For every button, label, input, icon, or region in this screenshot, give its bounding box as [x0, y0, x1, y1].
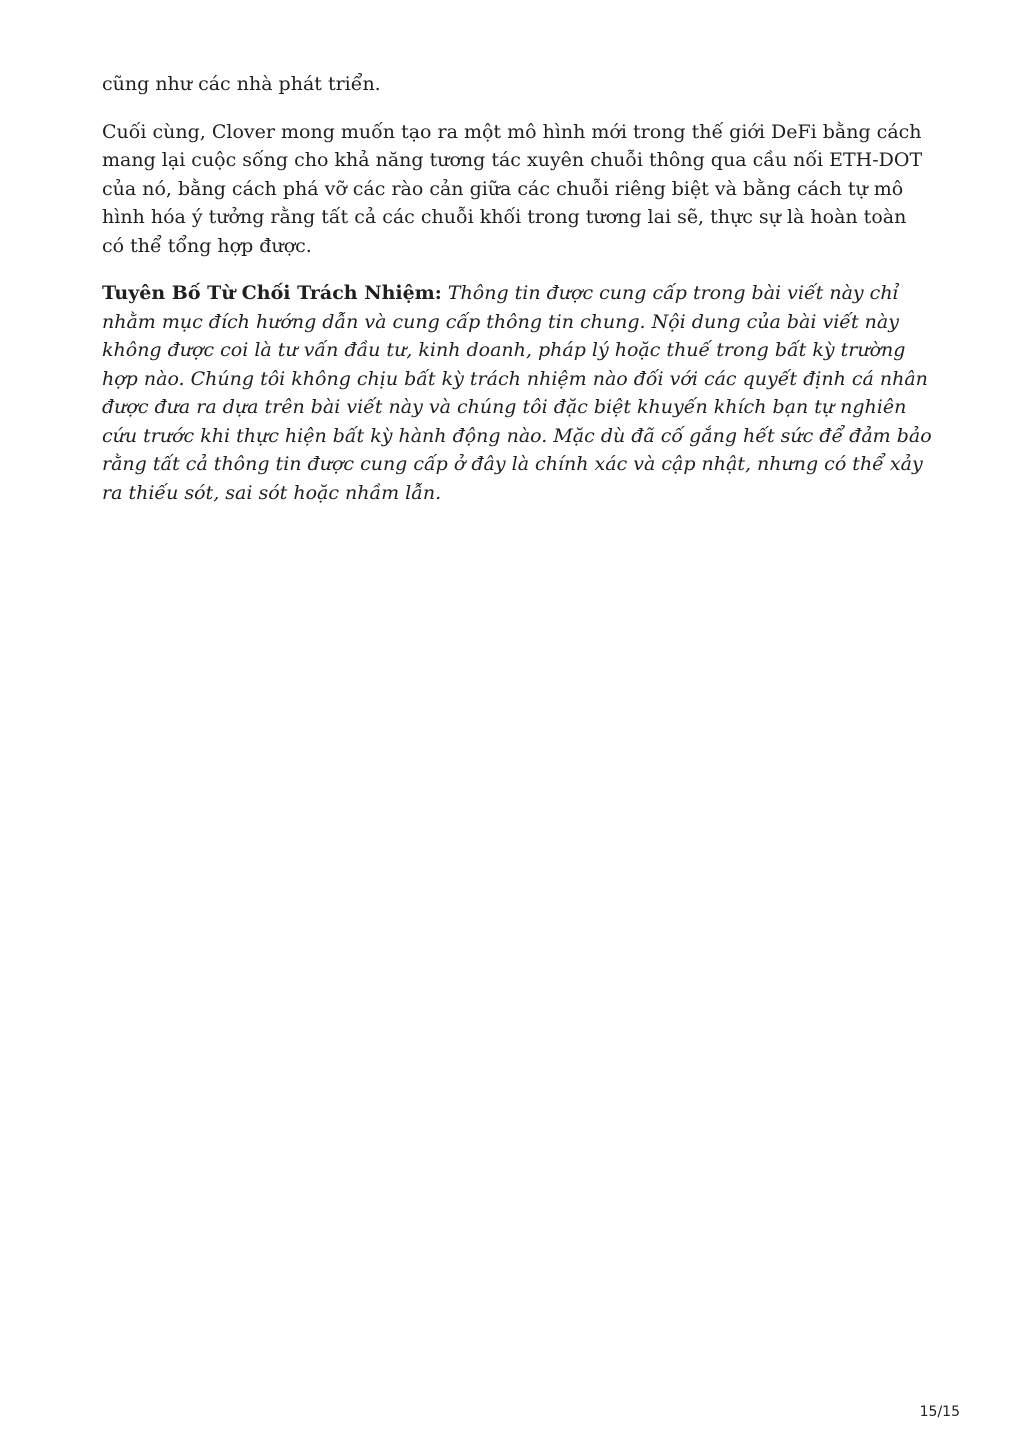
- paragraph-continuation: cũng như các nhà phát triển.: [102, 73, 381, 95]
- disclaimer-text: Thông tin được cung cấp trong bài viết này chỉ nhằm mục đích hướng dẫn và cung cấp thông tin chung. Nội dung của bài viết này không được coi là tư vấn đầu tư, kinh doanh, pháp lý hoặc thuế trong bất kỳ trường hợp nào. Chúng tôi không chịu bất kỳ trách nhiệm nào đối với các quyết định cá nhân được đưa ra dựa trên bài viết này và chúng tôi đặc biệt khuyến khích bạn tự nghiên cứu trước khi thực hiện bất kỳ hành động nào. Mặc dù đã cố gắng hết sức để đảm bảo rằng tất cả thông tin được cung cấp ở đây là chính xác và cập nhật, nhưng có thể xảy ra thiếu sót, sai sót hoặc nhầm lẫn.: [102, 282, 932, 504]
- page-number: 15/15: [919, 1404, 960, 1420]
- article-body: [102, 70, 932, 526]
- disclaimer-paragraph: [102, 279, 932, 507]
- paragraph-conclusion: Cuối cùng, Clover mong muốn tạo ra một mô hình mới trong thế giới DeFi bằng cách mang lại cuộc sống cho khả năng tương tác xuyên chuỗi thông qua cầu nối ETH-DOT của nó, bằng cách phá vỡ các rào cản giữa các chuỗi riêng biệt và bằng cách tự mô hình hóa ý tưởng rằng tất cả các chuỗi khối trong tương lai sẽ, thực sự là hoàn toàn có thể tổng hợp được.: [102, 120, 923, 257]
- disclaimer-label: Tuyên Bố Từ Chối Trách Nhiệm:: [102, 282, 442, 304]
